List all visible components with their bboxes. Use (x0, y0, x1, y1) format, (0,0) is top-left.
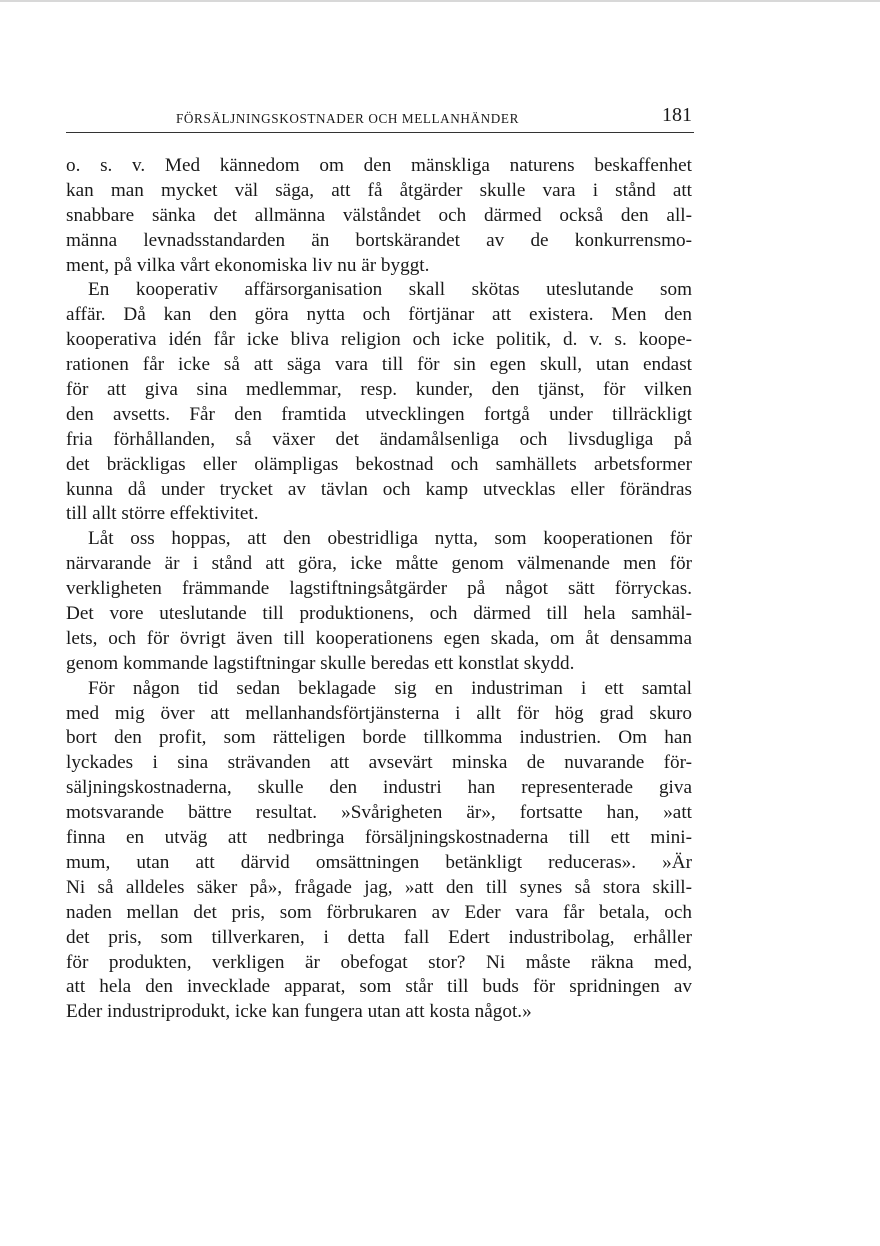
page-header (66, 104, 694, 133)
text-line: lets, och för övrigt även till kooperationens egen skada, om åt densamma (66, 627, 692, 649)
text-line: att hela den invecklade apparat, som står till buds för spridningen av (66, 976, 692, 998)
text-line: den avsetts. Får den framtida utvecklingen fortgå under tillräckligt (66, 403, 692, 425)
text-line: En kooperativ affärsorganisation skall skötas uteslutande som (88, 279, 692, 301)
text-line: fria förhållanden, så växer det ändamålsenliga och livsdugliga på (66, 428, 692, 450)
text-line: bort den profit, som rätteligen borde tillkomma industrien. Om han (66, 727, 692, 749)
text-line: naden mellan det pris, som förbrukaren av Eder vara får betala, och (66, 901, 692, 923)
text-line: det bräckligas eller olämpligas bekostnad och samhällets arbetsformer (66, 453, 692, 475)
text-line: affär. Då kan den göra nytta och förtjänar att existera. Men den (66, 304, 692, 326)
text-line: snabbare sänka det allmänna välståndet och därmed också den all- (66, 204, 692, 226)
text-line: Det vore uteslutande till produktionens, och därmed till hela samhäl- (66, 603, 692, 625)
text-line: genom kommande lagstiftningar skulle beredas ett konstlat skydd. (66, 652, 575, 674)
text-line: lyckades i sina strävanden att avsevärt minska de nuvarande för- (66, 752, 692, 774)
text-line: motsvarande bättre resultat. »Svårigheten är», fortsatte han, »att (66, 802, 692, 824)
text-line: Eder industriprodukt, icke kan fungera utan att kosta något.» (66, 1001, 532, 1023)
scan-edge (0, 0, 880, 2)
text-line: kooperativa idén får icke bliva religion och icke politik, d. v. s. koope- (66, 329, 692, 351)
text-line: kan man mycket väl säga, att få åtgärder skulle vara i stånd att (66, 179, 692, 201)
text-line: För någon tid sedan beklagade sig en industriman i ett samtal (88, 677, 692, 699)
text-line: ment, på vilka vårt ekonomiska liv nu är byggt. (66, 254, 430, 276)
page-number: 181 (662, 104, 692, 126)
text-line: för produkten, verkligen är obefogat stor? Ni måste räkna med, (66, 951, 692, 973)
text-line: verkligheten främmande lagstiftningsåtgärder på något sätt förryckas. (66, 578, 692, 600)
text-line: o. s. v. Med kännedom om den mänskliga naturens beskaffenhet (66, 155, 692, 176)
body-text (66, 154, 692, 1025)
text-line: Ni så alldeles säker på», frågade jag, »att den till synes så stora skill- (66, 876, 692, 898)
text-line: till allt större effektivitet. (66, 503, 259, 525)
text-line: kunna då under trycket av tävlan och kamp utvecklas eller förändras (66, 478, 692, 500)
text-line: det pris, som tillverkaren, i detta fall Edert industribolag, erhåller (66, 926, 692, 948)
text-line: finna en utväg att nedbringa försäljningskostnaderna till ett mini- (66, 827, 692, 849)
running-head: FÖRSÄLJNINGSKOSTNADER OCH MELLANHÄNDER (176, 111, 519, 126)
text-line: Låt oss hoppas, att den obestridliga nytta, som kooperationen för (88, 528, 692, 550)
text-line: säljningskostnaderna, skulle den industri han representerade giva (66, 777, 692, 799)
text-line: med mig över att mellanhandsförtjänsterna i allt för hög grad skuro (66, 702, 692, 724)
text-line: rationen får icke så att säga vara till för sin egen skull, utan endast (66, 354, 692, 376)
text-line: mum, utan att därvid omsättningen betänkligt reduceras». »Är (66, 851, 692, 873)
text-line: närvarande är i stånd att göra, icke måtte genom välmenande men för (66, 553, 692, 575)
text-line: männa levnadsstandarden än bortskärandet av de konkurrensmo- (66, 229, 692, 251)
text-line: för att giva sina medlemmar, resp. kunder, den tjänst, för vilken (66, 379, 692, 401)
